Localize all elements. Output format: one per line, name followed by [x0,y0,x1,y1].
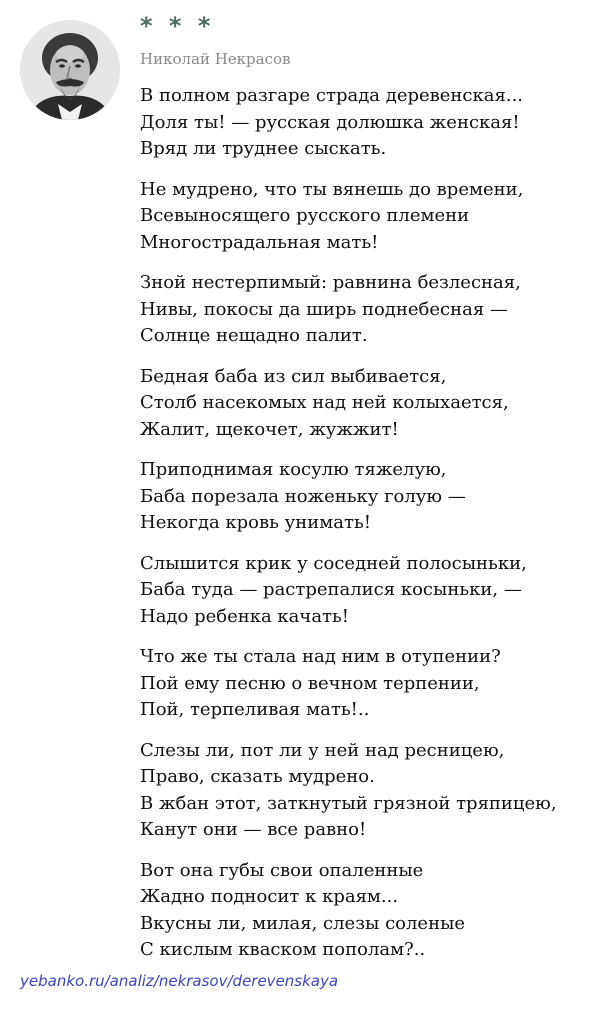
poem-line: Пой ему песню о вечном терпении, [140,672,480,694]
poem-line: Надо ребенка качать! [140,605,350,627]
poem-line: Слезы ли, пот ли у ней над ресницею, [140,739,505,761]
source-link[interactable]: yebanko.ru/analiz/nekrasov/derevenskaya [20,972,339,990]
poem-line: Доля ты! — русская долюшка женская! [140,111,520,133]
author-portrait-icon [20,20,120,120]
poem-line: В жбан этот, заткнутый грязной тряпицею, [140,792,557,814]
poem-body [140,83,595,964]
poem-line: Что же ты стала над ним в отупении? [140,646,501,667]
poem-line: Вкусны ли, милая, слезы соленые [140,912,466,934]
poem-line: С кислым кваском пополам?.. [140,939,426,960]
stanza [140,364,595,444]
stanza [140,738,595,844]
stanza [140,644,595,724]
poem-line: Слышится крик у соседней полосыньки, [140,552,527,574]
poem-line: Многострадальная мать! [140,231,379,253]
poem-content [140,12,595,978]
stanza [140,858,595,964]
poem-line: Жадно подносит к краям... [140,886,399,907]
stanza [140,270,595,350]
poem-line: В полном разгаре страда деревенская... [140,85,524,106]
poem-line: Вряд ли труднее сыскать. [140,138,387,159]
poem-line: Жалит, щекочет, жужжит! [140,418,399,440]
poem-line: Солнце нещадно палит. [140,325,368,346]
poem-line: Вот она губы свои опаленные [140,859,424,881]
poem-line: Нивы, покосы да ширь поднебесная — [140,298,508,320]
poem-line: Столб насекомых над ней колыхается, [140,392,509,413]
poem-line: Приподнимая косулю тяжелую, [140,459,447,480]
stanza [140,177,595,257]
poem-line: Не мудрено, что ты вянешь до времени, [140,178,524,200]
author-name: Николай Некрасов [140,50,291,68]
poem-line: Канут они — все равно! [140,819,367,840]
stanza [140,457,595,537]
poem-line: Бедная баба из сил выбивается, [140,365,447,387]
poem-line: Право, сказать мудрено. [140,766,375,787]
poem-line: Баба туда — растрепалися косыньки, — [140,579,522,600]
poem-line: Всевыносящего русского племени [140,205,470,226]
poem-line: Некогда кровь унимать! [140,512,371,533]
poem-title: * * * [140,12,215,40]
stanza [140,551,595,631]
author-portrait [20,20,120,120]
poem-line: Зной нестерпимый: равнина безлесная, [140,272,521,293]
stanza [140,83,595,163]
poem-line: Пой, терпеливая мать!.. [140,699,370,720]
poem-line: Баба порезала ноженьку голую — [140,485,466,507]
